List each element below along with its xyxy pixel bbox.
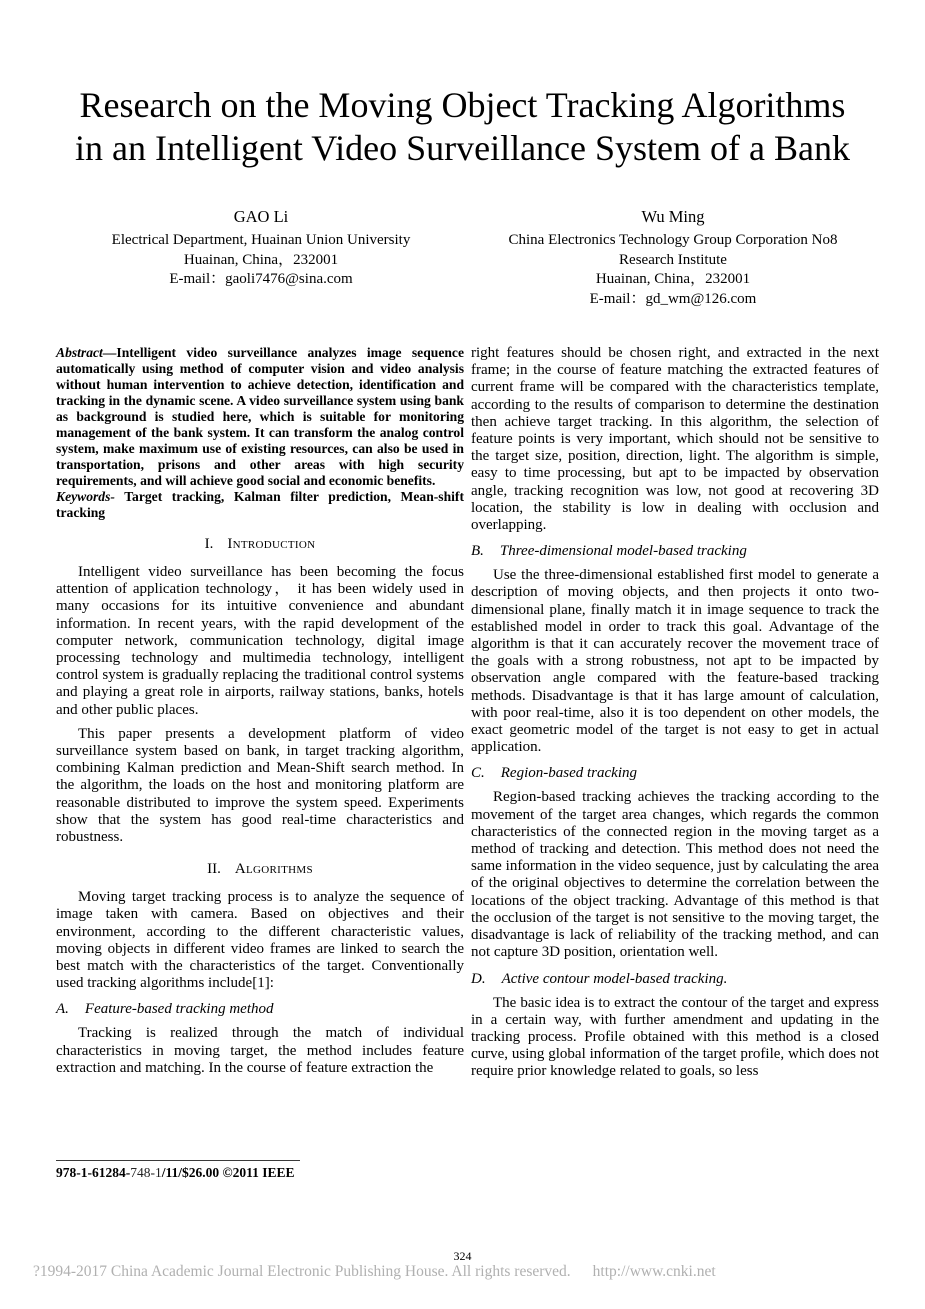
section-title: Introduction bbox=[227, 536, 316, 552]
left-column bbox=[56, 345, 464, 1084]
author-blocks bbox=[55, 206, 880, 309]
author-city: Huainan, China，232001 bbox=[595, 271, 751, 287]
abstract-text: Intelligent video surveillance analyzes image sequence automatically using method of computer vision and video analysis without human intervention to achieve detection, identification and tracking in the dynamic scene. A video surveillance system using bank as background is studied here, which is suitable for monitoring management of the bank system. It can transform the analog control system, make maximum use of existing resources, can also be used in transportation, prisons and other areas with high security requirements, and will achieve good social and economic benefits. bbox=[56, 345, 464, 488]
abstract bbox=[56, 345, 464, 489]
section-number: I. bbox=[204, 536, 214, 552]
paragraph: right features should be chosen right, and extracted in the next frame; in the course of feature matching the extracted features of current frame will be compared with the characteristics template, according to the results of comparison to determine the destination then achieve target tracking. In this algorithm, the selection of feature points is very important, which should not be sensitive to the target size, position, direction, light. The algorithm is simple, easy to time processing, but apt to be impacted by observation angle, tracking recognition was low, not good at recovering 3D location, the stability is low in dealing with occlusion and overlapping. bbox=[471, 345, 879, 534]
paper-title bbox=[0, 84, 925, 170]
author-city: Huainan, China，232001 bbox=[183, 251, 339, 268]
subsection-title: Feature-based tracking method bbox=[84, 1001, 274, 1018]
paragraph: Moving target tracking process is to analyze the sequence of image taken with camera. Based on objectives and their environment, according to the different characteristic values, moving objects in different video frames are linked to search the best match with the characteristics of the target. Conventionally used tracking algorithms include[1]: bbox=[56, 889, 464, 992]
keywords bbox=[56, 489, 464, 521]
footnote-text bbox=[56, 1165, 386, 1181]
isbn-part: /11/$26.00 ©2011 IEEE bbox=[161, 1165, 295, 1180]
subsection-title: Active contour model-based tracking. bbox=[501, 970, 728, 987]
section-heading-algorithms bbox=[56, 861, 464, 878]
author-institute: Research Institute bbox=[619, 251, 727, 268]
subsection-number: B. bbox=[471, 543, 484, 560]
paragraph: This paper presents a development platform of video surveillance system based on bank, in target tracking algorithm, combining Kalman prediction and Mean-Shift search method. In the algorithm, the loads on the host and monitoring platform are reasonable distributed to improve the system speed. Experiments show that the system has good real-time characteristics and robustness. bbox=[56, 725, 464, 846]
author-block-left bbox=[55, 206, 467, 309]
subsection-heading-a bbox=[56, 1001, 464, 1018]
watermark-text: ?1994-2017 China Academic Journal Electronic Publishing House. All rights reserved. bbox=[33, 1263, 571, 1280]
author-block-right bbox=[467, 206, 879, 309]
abstract-label: Abstract— bbox=[56, 345, 117, 360]
keywords-label: Keywords- bbox=[56, 489, 115, 504]
author-name: Wu Ming bbox=[641, 207, 705, 226]
subsection-heading-c bbox=[471, 765, 879, 782]
subsection-number: C. bbox=[471, 765, 485, 782]
subsection-title: Three-dimensional model-based tracking bbox=[499, 543, 747, 560]
section-number: II. bbox=[207, 861, 221, 878]
author-email: E-mail：gd_wm@126.com bbox=[589, 290, 757, 307]
subsection-number: A. bbox=[56, 1001, 69, 1018]
section-title: Algorithms bbox=[234, 861, 313, 878]
isbn-part: 748-1 bbox=[130, 1165, 162, 1180]
subsection-title: Region-based tracking bbox=[500, 765, 637, 782]
right-column bbox=[471, 345, 879, 1088]
watermark-url: http://www.cnki.net bbox=[592, 1263, 716, 1280]
keywords-text: Target tracking, Kalman filter prediction, Mean-shift tracking bbox=[56, 489, 464, 520]
subsection-number: D. bbox=[471, 970, 486, 987]
subsection-heading-d bbox=[471, 971, 879, 988]
paragraph: Region-based tracking achieves the tracking according to the movement of the target area changes, which regards the common characteristics of the connected region in the moving target as a method of tracking and detection. This method does not need the same information in the video sequence, just by calculating the area of the original objectives to determine the correlation between the locations of the object tracking. Advantage of this method is that the occlusion of the target is not sensitive to the moving target, the disadvantage is lack of reliability of the tracking method, and can not capture 3D position, orientation well. bbox=[471, 789, 879, 961]
paragraph: Use the three-dimensional established first model to generate a description of moving objects, and then projects it onto two-dimensional plane, finally match it in image sequence to track the established model in order to track this goal. Advantage of the algorithm is that it can accurately recover the movement trace of the goals with a strong robustness, not apt to be impacted by observation angle compared with the feature-based tracking methods. Disadvantage is that it has large amount of calculation, with poor real-time, also it is too dependent on other models, the exact geometric model of the target is not easy to get in actual application. bbox=[471, 567, 879, 756]
cnki-watermark bbox=[33, 1263, 893, 1281]
section-heading-introduction bbox=[56, 536, 464, 553]
author-name: GAO Li bbox=[233, 207, 289, 226]
footnote-rule bbox=[56, 1160, 300, 1161]
author-email: E-mail：gaoli7476@sina.com bbox=[169, 271, 353, 287]
author-affiliation: China Electronics Technology Group Corporation No8 bbox=[508, 232, 838, 248]
paragraph: Tracking is realized through the match of individual characteristics in moving target, the method includes feature extraction and matching. In the course of feature extraction the bbox=[56, 1025, 464, 1076]
page-number: 324 bbox=[453, 1249, 472, 1263]
author-affiliation: Electrical Department, Huainan Union University bbox=[111, 232, 411, 248]
paragraph: The basic idea is to extract the contour of the target and express in a certain way, with further amendment and updating in the tracking process. Profile obtained with this method is a closed curve, using global information of the target profile, which does not require prior knowledge related to goals, so less bbox=[471, 994, 879, 1080]
subsection-heading-b bbox=[471, 543, 879, 560]
paper-title-line1: Research on the Moving Object Tracking Algorithms bbox=[79, 85, 846, 125]
isbn-part: 978-1-61284- bbox=[56, 1165, 131, 1180]
copyright-footnote bbox=[56, 1160, 386, 1181]
paragraph: Intelligent video surveillance has been becoming the focus attention of application technology， it has been widely used in many occasions for its intuitive convenience and abundant information. In recent years, with the rapid development of the computer network, communication technology, digital image processing technology and multimedia technology, intelligent control system is gradually replacing the traditional control systems and playing a great role in airports, railway stations, banks, hotels and other public places. bbox=[56, 564, 464, 718]
paper-title-line2: in an Intelligent Video Surveillance System of a Bank bbox=[74, 128, 850, 168]
